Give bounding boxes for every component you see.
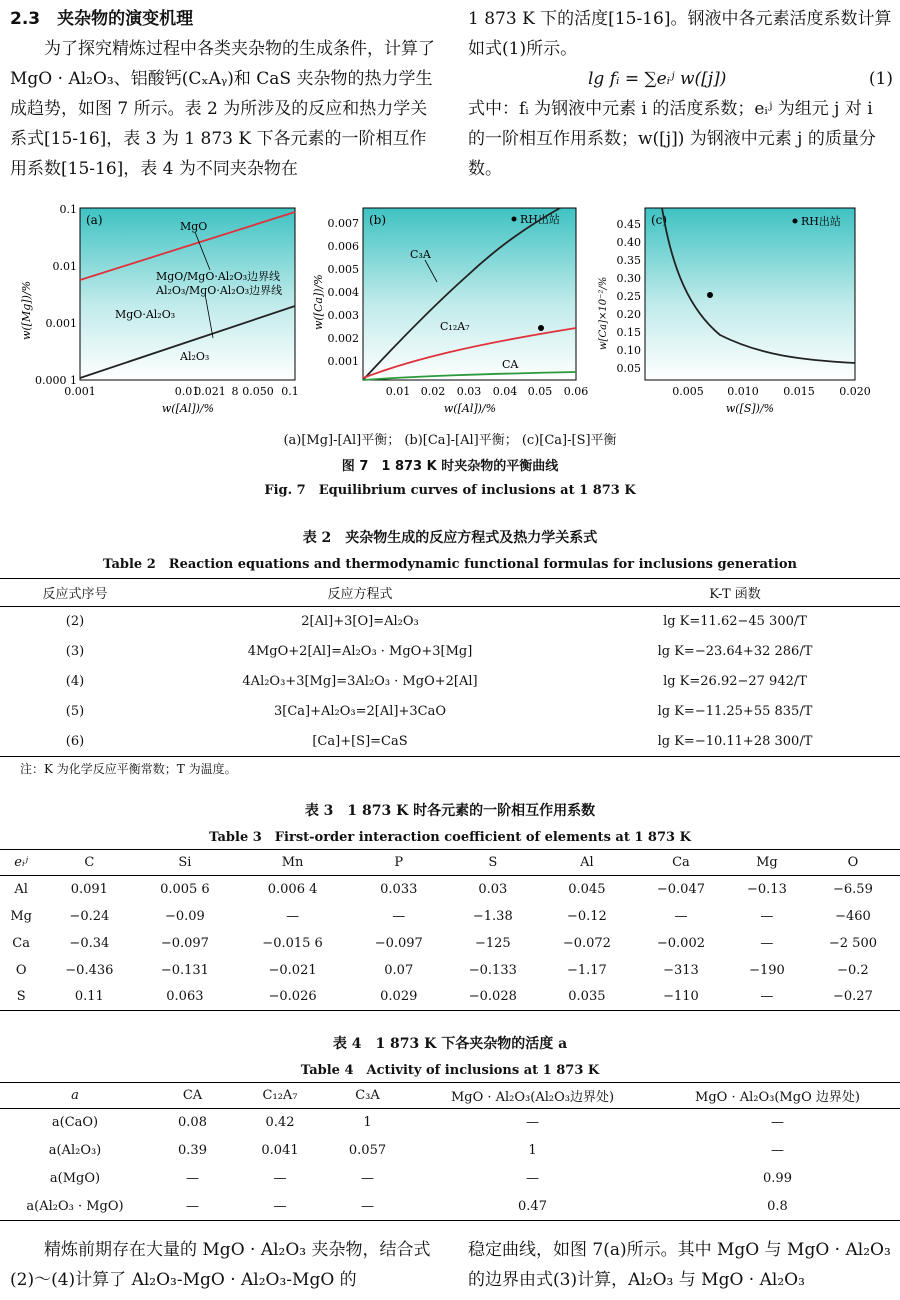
panel-b-ytick: 0.004 <box>327 286 359 299</box>
panel-a-ytick: 0.000 1 <box>35 374 77 387</box>
table-cell: 0.39 <box>178 1143 207 1158</box>
panel-b-ytick: 0.005 <box>327 263 359 276</box>
table-cell: −0.021 <box>268 962 317 978</box>
table-cell: −0.133 <box>468 962 517 978</box>
equation-body: lg fᵢ = ∑eᵢʲ w([j]) <box>588 69 727 89</box>
table-cell: −0.072 <box>562 935 611 951</box>
table-cell: — <box>273 1171 287 1186</box>
panel-a-tag: (a) <box>86 213 103 227</box>
table-cell: −0.131 <box>160 962 209 978</box>
table-cell: 0.42 <box>265 1115 295 1131</box>
table-cell: — <box>771 1115 784 1131</box>
panel-a-xlabel: w([Al])/% <box>161 402 215 415</box>
table-cell: a(CaO) <box>51 1115 99 1131</box>
table-header: Al <box>540 850 634 876</box>
table-cell: O <box>15 962 27 978</box>
table-cell: −0.09 <box>164 908 205 924</box>
table-header: 反应式序号 <box>0 579 150 607</box>
table-header: MgO · Al₂O₃(Al₂O₃边界处) <box>410 1083 655 1109</box>
panel-b-ylabel: w([Ca])/% <box>312 274 325 330</box>
table-cell: S <box>0 984 42 1011</box>
table-cell: −0.047 <box>656 881 705 897</box>
panel-a-ytick: 0.1 <box>59 203 77 216</box>
curve-label: CA <box>502 358 519 371</box>
table-header: K-T 函数 <box>570 579 900 607</box>
panel-a-xtick: 0.01 <box>174 385 200 398</box>
table-4 <box>0 1082 900 1221</box>
panel-b-legend: RH出站 <box>520 213 560 226</box>
table-cell: — <box>526 1115 539 1131</box>
table-header: C <box>42 850 136 876</box>
panel-a-xtick: 0.1 <box>281 385 299 398</box>
equation-number: (1) <box>868 69 893 89</box>
table-cell: lg K=−23.64+32 286/T <box>657 644 813 659</box>
table-cell: −0.436 <box>65 962 114 978</box>
table-cell: 0.035 <box>540 984 634 1011</box>
panel-b <box>312 208 588 425</box>
table-cell: lg K=−10.11+28 300/T <box>570 727 900 757</box>
table-header: MgO · Al₂O₃(MgO 边界处) <box>655 1083 900 1109</box>
table4-caption-en: Table 4 Activity of inclusions at 1 873 K <box>300 1063 600 1078</box>
figure-caption-en: Fig. 7 Equilibrium curves of inclusions at 1 873 K <box>264 483 636 498</box>
table-cell: (5) <box>65 704 85 719</box>
table-header: 反应方程式 <box>150 579 570 607</box>
bottom-left-paragraph: 精炼前期存在大量的 MgO · Al₂O₃ 夹杂物，结合式(2)～(4)计算了 Al₂O₃-MgO · Al₂O₃-MgO 的 <box>10 1240 431 1290</box>
table-cell: 0.07 <box>384 962 414 978</box>
table-cell: 0.005 6 <box>160 881 210 897</box>
table-header: eᵢʲ <box>0 850 42 876</box>
panel-b-ytick: 0.007 <box>327 217 359 230</box>
panel-b-xtick: 0.02 <box>420 385 446 398</box>
equation-1 <box>468 64 893 94</box>
table-cell: a(Al₂O₃ · MgO) <box>0 1193 150 1221</box>
table-cell: — <box>286 908 300 924</box>
body-paragraph: 1 873 K 下的活度[15-16]。钢液中各元素活度系数计算如式(1)所示。 <box>468 9 892 59</box>
bottom-right-paragraph: 稳定曲线，如图 7(a)所示。其中 MgO 与 MgO · Al₂O₃ 的边界由式(3)计算，Al₂O₃ 与 MgO · Al₂O₃ <box>468 1240 891 1290</box>
panel-c-ytick: 0.15 <box>616 326 641 339</box>
panel-a-xtick: 8 <box>231 385 239 398</box>
panel-c-ytick: 0.35 <box>616 254 641 267</box>
panel-c-ytick: 0.10 <box>616 344 641 357</box>
panel-c-ylabel: w[Ca]×10⁻²/% <box>598 276 609 350</box>
figure-subcaption: (a)[Mg]-[Al]平衡； (b)[Ca]-[Al]平衡； (c)[Ca]-[S]平衡 <box>283 433 617 448</box>
table-row <box>0 1193 900 1221</box>
table-cell: Mg <box>10 908 32 924</box>
panel-c-ytick: 0.20 <box>616 308 641 321</box>
table-header: Mg <box>728 850 806 876</box>
table-header: S <box>446 850 540 876</box>
table-cell: 2[Al]+3[O]=Al₂O₃ <box>301 614 419 630</box>
table-row <box>0 930 900 957</box>
table-cell: −0.015 6 <box>262 935 323 951</box>
table-cell: 0.045 <box>568 881 606 897</box>
table-cell: — <box>760 935 774 951</box>
curve-label: C₃A <box>410 248 431 261</box>
panel-b-xtick: 0.06 <box>563 385 589 398</box>
table-header: Si <box>136 850 233 876</box>
panel-c-xtick: 0.010 <box>727 385 759 398</box>
table-cell: Ca <box>12 935 30 951</box>
table-header: Mn <box>233 850 351 876</box>
table-row <box>0 1109 900 1137</box>
table-cell: −125 <box>474 935 511 951</box>
region-label: Al₂O₃/MgO·Al₂O₃边界线 <box>156 284 283 297</box>
table-row <box>0 1165 900 1193</box>
table-row <box>0 727 900 757</box>
table2-note: 注：K 为化学反应平衡常数；T 为温度。 <box>20 762 237 776</box>
panel-c-xtick: 0.015 <box>783 385 815 398</box>
table-cell: 4Al₂O₃+3[Mg]=3Al₂O₃ · MgO+2[Al] <box>242 674 478 689</box>
panel-c-ytick: 0.40 <box>616 236 641 249</box>
panel-b-xtick: 0.01 <box>385 385 411 398</box>
panel-c-ytick: 0.05 <box>616 362 641 375</box>
table-row <box>0 957 900 984</box>
panel-a-ytick: 0.01 <box>52 260 77 273</box>
table-cell: −0.2 <box>837 962 869 978</box>
panel-b-xtick: 0.05 <box>527 385 553 398</box>
table-cell: — <box>674 908 688 924</box>
table-cell: — <box>392 908 406 924</box>
table-cell: — <box>186 1171 199 1186</box>
table-cell: — <box>526 1171 539 1186</box>
table-3 <box>0 849 900 1011</box>
table-cell: a(Al₂O₃) <box>48 1143 102 1158</box>
table-cell: 0.8 <box>655 1193 900 1221</box>
table-cell: 4MgO+2[Al]=Al₂O₃ · MgO+3[Mg] <box>247 644 473 659</box>
table-cell: 0.08 <box>178 1115 207 1131</box>
table-cell: (2) <box>65 614 85 630</box>
table-cell: −0.13 <box>747 881 787 897</box>
table-cell: −190 <box>749 962 785 978</box>
table-cell: −0.12 <box>566 908 607 924</box>
table-cell: 1 <box>528 1143 537 1158</box>
table-cell: — <box>771 1143 784 1158</box>
table-cell: 1 <box>363 1115 372 1131</box>
table-cell: (4) <box>65 674 85 689</box>
figure-caption-zh: 图 7 1 873 K 时夹杂物的平衡曲线 <box>341 459 559 474</box>
panel-a <box>20 203 299 415</box>
table-row <box>0 1137 900 1165</box>
table-cell: — <box>325 1193 410 1221</box>
panel-a-xtick: 0.050 <box>242 385 274 398</box>
figure-7 <box>0 200 900 425</box>
table-row <box>0 667 900 697</box>
table-cell: 3[Ca]+Al₂O₃=2[Al]+3CaO <box>273 704 446 719</box>
table-cell: −6.59 <box>833 881 873 897</box>
table-cell: 0.11 <box>42 984 136 1011</box>
table-cell: Al <box>14 881 28 897</box>
region-label: MgO·Al₂O₃ <box>115 308 176 321</box>
table-header: C₃A <box>325 1083 410 1109</box>
table-header: a <box>0 1083 150 1109</box>
table-cell: −2 500 <box>828 935 877 951</box>
table-cell: 0.033 <box>380 881 418 897</box>
panel-b-xtick: 0.04 <box>492 385 518 398</box>
table-2 <box>0 578 900 757</box>
panel-c-tag: (c) <box>651 213 668 227</box>
table-cell: 0.029 <box>352 984 446 1011</box>
table-header: CA <box>150 1083 235 1109</box>
right-column <box>468 4 893 184</box>
table-cell: −0.002 <box>656 935 705 951</box>
table-cell: −110 <box>634 984 728 1011</box>
table-cell: −0.24 <box>69 908 110 924</box>
panel-c-legend: RH出站 <box>801 215 841 228</box>
table-cell: −460 <box>835 908 871 924</box>
table-row <box>0 607 900 637</box>
table-cell: — <box>361 1171 374 1186</box>
panel-c-ytick: 0.30 <box>616 272 641 285</box>
table-cell: −0.026 <box>233 984 351 1011</box>
table-cell: −1.17 <box>566 962 607 978</box>
panel-b-ytick: 0.002 <box>327 332 359 345</box>
panel-c-xtick: 0.020 <box>839 385 871 398</box>
table-cell: — <box>235 1193 325 1221</box>
table-cell: −0.028 <box>446 984 540 1011</box>
table-header: O <box>806 850 900 876</box>
panel-b-xtick: 0.03 <box>456 385 482 398</box>
table-header: C₁₂A₇ <box>235 1083 325 1109</box>
panel-a-xtick: 0.021 <box>194 385 226 398</box>
table-cell: 0.063 <box>136 984 233 1011</box>
curve-label: C₁₂A₇ <box>440 320 470 333</box>
table-row <box>0 697 900 727</box>
table3-caption-zh: 表 3 1 873 K 时各元素的一阶相互作用系数 <box>304 803 596 819</box>
table-header: P <box>352 850 446 876</box>
table-cell: — <box>150 1193 235 1221</box>
panel-a-xtick: 0.001 <box>64 385 96 398</box>
table-cell: 0.006 4 <box>267 881 318 897</box>
panel-c-xlabel: w([S])/% <box>725 402 775 415</box>
table-row <box>0 903 900 930</box>
table-cell: 0.03 <box>478 881 508 897</box>
table-row <box>0 876 900 903</box>
table-cell: 0.041 <box>261 1143 299 1158</box>
panel-b-tag: (b) <box>369 213 387 227</box>
table-cell: lg K=26.92−27 942/T <box>663 674 807 689</box>
table2-caption-zh: 表 2 夹杂物生成的反应方程式及热力学关系式 <box>302 530 598 546</box>
table-cell: 0.47 <box>410 1193 655 1221</box>
table-cell: — <box>728 984 806 1011</box>
table-cell: −0.097 <box>374 935 423 951</box>
table-cell: (6) <box>0 727 150 757</box>
panel-b-ytick: 0.006 <box>327 240 359 253</box>
panel-c-xtick: 0.005 <box>672 385 704 398</box>
panel-b-ytick: 0.001 <box>327 355 359 368</box>
table-cell: 0.091 <box>70 881 108 897</box>
table-cell: −0.27 <box>806 984 900 1011</box>
body-paragraph: 式中：fᵢ 为钢液中元素 i 的活度系数；eᵢʲ 为组元 j 对 i 的一阶相互作用系数；w([j]) 为钢液中元素 j 的质量分数。 <box>468 99 876 179</box>
table-cell: 0.057 <box>348 1143 387 1158</box>
table-cell: −0.097 <box>160 935 209 951</box>
table-cell: −0.34 <box>69 935 110 951</box>
table-cell: (3) <box>65 644 85 659</box>
table-row <box>0 984 900 1011</box>
table2-caption-en: Table 2 Reaction equations and thermodynamic functional formulas for inclusions generation <box>103 557 797 572</box>
table-header: Ca <box>634 850 728 876</box>
panel-b-ytick: 0.003 <box>327 309 359 322</box>
rh-data-point <box>707 292 713 298</box>
rh-data-point <box>538 325 544 331</box>
panel-b-xlabel: w([Al])/% <box>443 402 497 415</box>
table-cell: — <box>760 908 774 924</box>
panel-c-ytick: 0.25 <box>616 290 641 303</box>
region-label: Al₂O₃ <box>180 350 210 363</box>
table-cell: a(MgO) <box>49 1171 101 1186</box>
table4-caption-zh: 表 4 1 873 K 下各夹杂物的活度 a <box>332 1036 568 1052</box>
panel-c-ytick: 0.45 <box>616 218 641 231</box>
panel-c <box>598 208 871 415</box>
table-row <box>0 637 900 667</box>
panel-a-ylabel: w([Mg])/% <box>20 280 33 340</box>
region-label: MgO/MgO·Al₂O₃边界线 <box>156 270 281 283</box>
region-label: MgO <box>180 220 208 233</box>
table-cell: −313 <box>663 962 699 978</box>
table3-caption-en: Table 3 First-order interaction coefficient of elements at 1 873 K <box>209 830 691 845</box>
table-cell: −1.38 <box>472 908 513 924</box>
section-heading: 2.3 夹杂物的演变机理 <box>10 9 194 29</box>
table-cell: [Ca]+[S]=CaS <box>150 727 570 757</box>
table-cell: lg K=−11.25+55 835/T <box>657 704 813 719</box>
left-column <box>10 4 435 184</box>
panel-a-ytick: 0.001 <box>45 317 77 330</box>
body-paragraph: 为了探究精炼过程中各类夹杂物的生成条件，计算了 MgO · Al₂O₃、铝酸钙(CₓAᵧ)和 CaS 夹杂物的热力学生成趋势，如图 7 所示。表 2 为所涉及的反应和热力学关系式[15-16]，表 3 为 1 873 K 下各元素的一阶相互作用系数[15-16]，表 4 为不同夹杂物在 <box>10 39 435 179</box>
table-cell: lg K=11.62−45 300/T <box>663 614 807 630</box>
table-cell: 0.99 <box>763 1171 792 1186</box>
